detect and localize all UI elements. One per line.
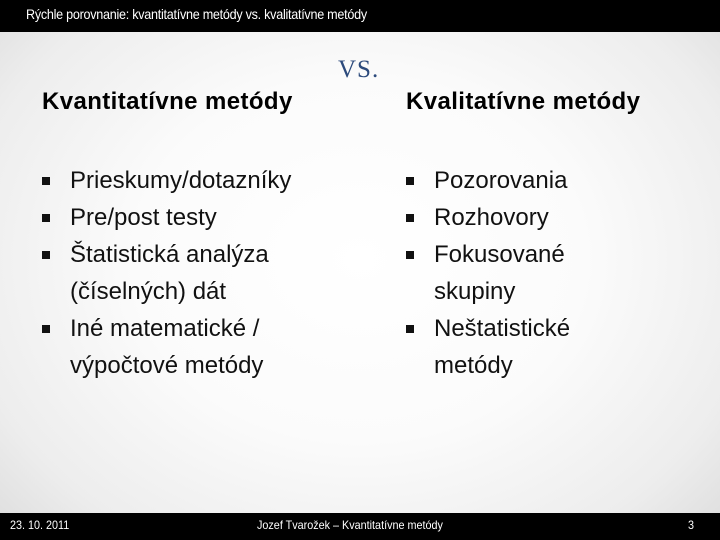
slide-footer-bar — [0, 513, 720, 540]
slide-title: Rýchle porovnanie: kvantitatívne metódy vs. kvalitatívne metódy — [26, 6, 367, 22]
qualitative-list — [406, 162, 696, 384]
slide-header-bar — [0, 0, 720, 32]
square-bullet-icon — [406, 177, 414, 185]
list-item-text: Pre/post testy — [70, 204, 217, 231]
list-item-text: Fokusované skupiny — [434, 241, 565, 305]
qualitative-column — [406, 88, 696, 384]
list-item-text: Rozhovory — [434, 204, 549, 231]
square-bullet-icon — [42, 214, 50, 222]
quantitative-list — [42, 162, 362, 384]
list-item — [406, 310, 624, 384]
qualitative-heading: Kvalitatívne metódy — [406, 88, 641, 115]
list-item — [406, 199, 696, 236]
vs-label: VS. — [338, 56, 380, 83]
square-bullet-icon — [406, 214, 414, 222]
list-item — [42, 162, 362, 199]
list-item-text: Neštatistické metódy — [434, 315, 571, 379]
list-item — [42, 199, 362, 236]
square-bullet-icon — [42, 177, 50, 185]
square-bullet-icon — [42, 325, 50, 333]
list-item — [42, 310, 362, 384]
page-number: 3 — [688, 518, 695, 532]
list-item — [42, 236, 362, 310]
list-item — [406, 236, 624, 310]
quantitative-heading: Kvantitatívne metódy — [42, 88, 293, 115]
footer-date: 23. 10. 2011 — [10, 518, 70, 532]
list-item-text: Iné matematické / výpočtové metódy — [70, 315, 264, 379]
footer-author: Jozef Tvarožek – Kvantitatívne metódy — [257, 518, 443, 532]
list-item-text: Štatistická analýza (číselných) dát — [70, 241, 269, 305]
square-bullet-icon — [42, 251, 50, 259]
list-item-text: Prieskumy/dotazníky — [70, 167, 292, 194]
square-bullet-icon — [406, 325, 414, 333]
quantitative-column — [42, 88, 362, 384]
square-bullet-icon — [406, 251, 414, 259]
list-item-text: Pozorovania — [434, 167, 568, 194]
list-item — [406, 162, 696, 199]
